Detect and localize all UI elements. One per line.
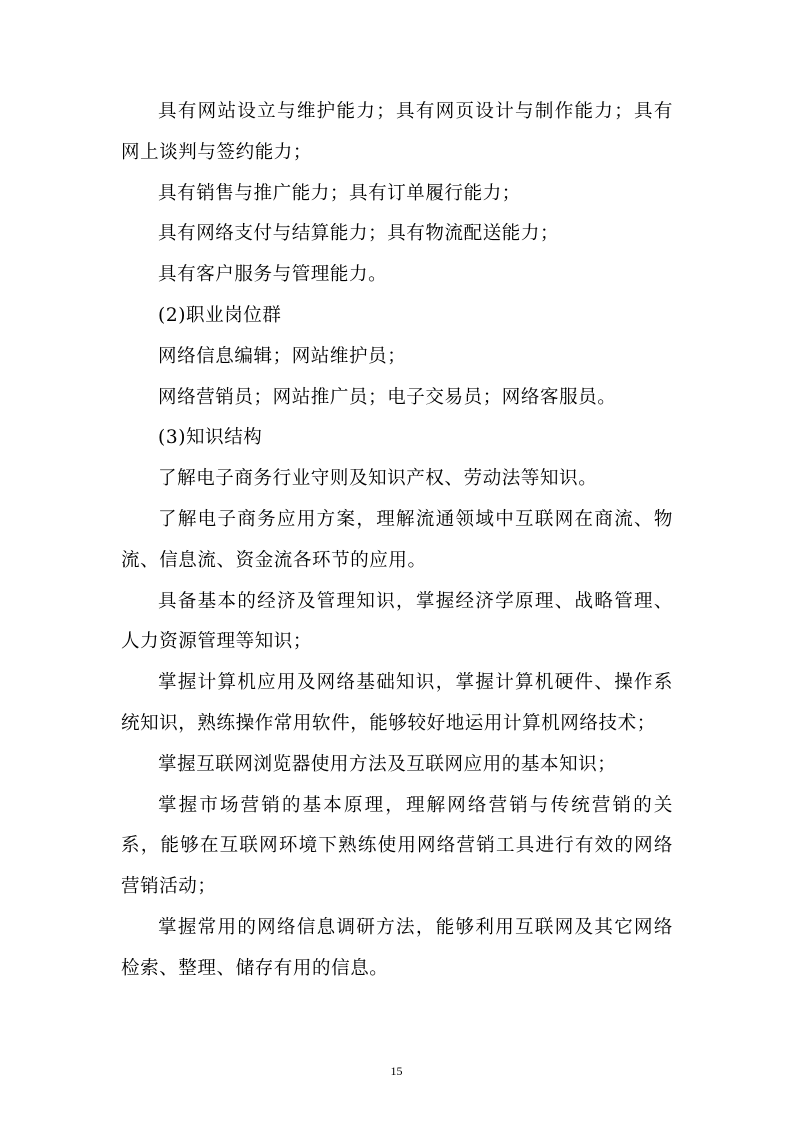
paragraph-knowledge-browser: 掌握互联网浏览器使用方法及互联网应用的基本知识； (158, 753, 617, 775)
paragraph-knowledge-rules: 了解电子商务行业守则及知识产权、劳动法等知识。 (158, 468, 598, 490)
paragraph-knowledge-economics: 具备基本的经济及管理知识，掌握经济学原理、战略管理、人力资源管理等知识； (121, 590, 673, 653)
section-heading-knowledge-structure: (3)知识结构 (158, 427, 263, 449)
paragraph-payment-abilities: 具有网络支付与结算能力；具有物流配送能力； (158, 223, 560, 245)
paragraph-knowledge-computing: 掌握计算机应用及网络基础知识，掌握计算机硬件、操作系统知识，熟练操作常用软件，能够较好地运用计算机网络技术； (121, 672, 673, 734)
paragraph-positions-1: 网络信息编辑；网站维护员； (158, 345, 407, 367)
paragraph-knowledge-research: 掌握常用的网络信息调研方法，能够利用互联网及其它网络检索、整理、储存有用的信息。 (121, 916, 673, 979)
paragraph-knowledge-solutions: 了解电子商务应用方案，理解流通领域中互联网在商流、物流、信息流、资金流各环节的应用。 (121, 508, 673, 571)
paragraph-sales-abilities: 具有销售与推广能力；具有订单履行能力； (158, 182, 521, 204)
section-heading-job-positions: (2)职业岗位群 (158, 304, 282, 326)
paragraph-knowledge-marketing: 掌握市场营销的基本原理，理解网络营销与传统营销的关系，能够在互联网环境下熟练使用网络营销工具进行有效的网络营销活动； (121, 794, 673, 898)
document-body (121, 92, 673, 990)
page-number: 15 (390, 1064, 403, 1078)
paragraph-service-abilities: 具有客户服务与管理能力。 (158, 264, 388, 286)
paragraph-positions-2: 网络营销员；网站推广员；电子交易员；网络客服员。 (158, 386, 617, 408)
paragraph-website-abilities: 具有网站设立与维护能力；具有网页设计与制作能力；具有网上谈判与签约能力； (121, 101, 673, 163)
